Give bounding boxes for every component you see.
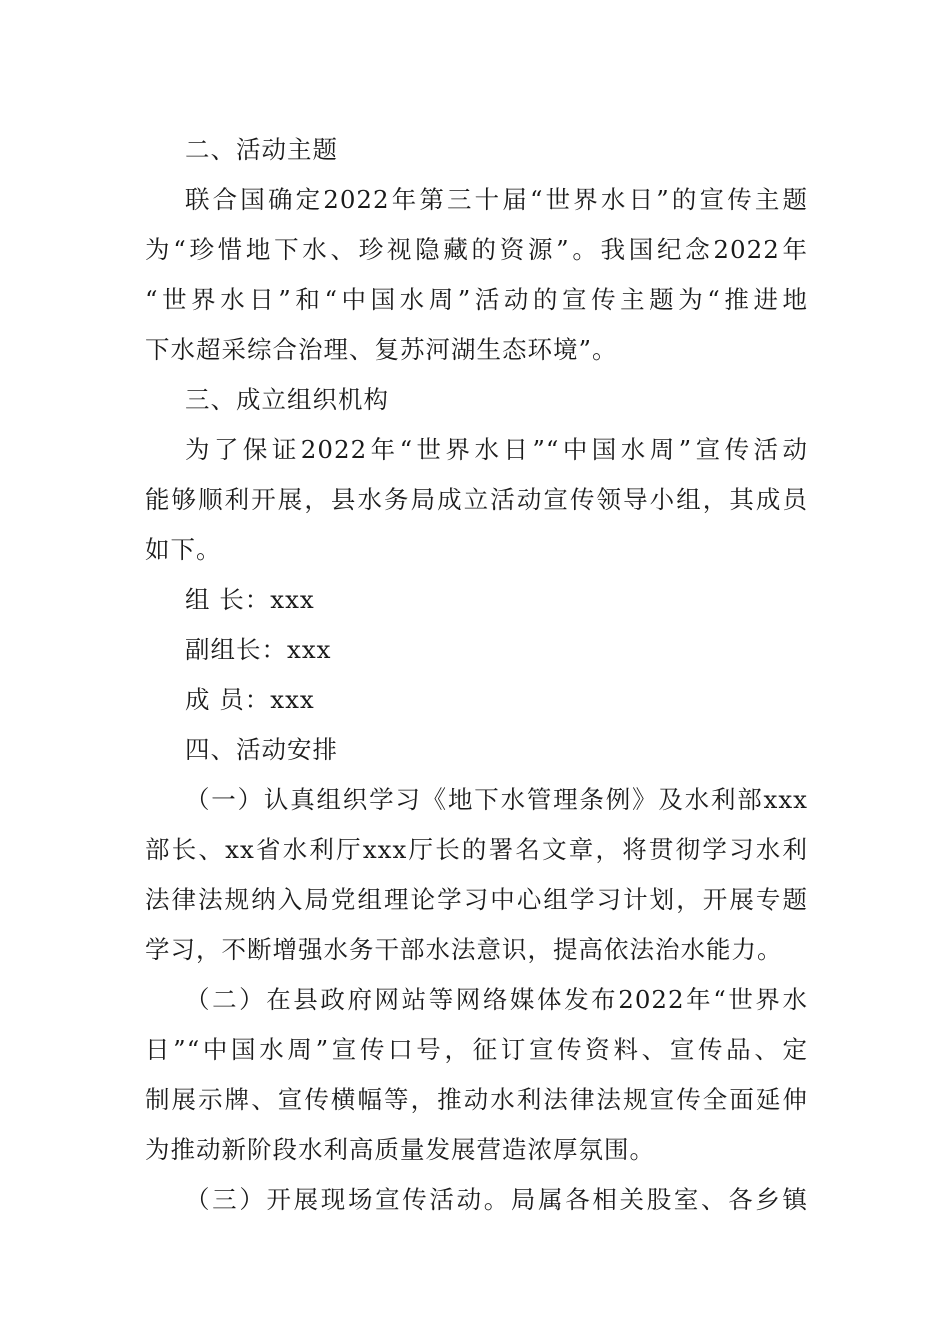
- paragraph-line: “世界水日”和“中国水周”活动的宣传主题为“推进地: [145, 285, 808, 314]
- section-heading: 二、活动主题: [185, 135, 338, 164]
- paragraph-line: 联合国确定2022年第三十届“世界水日”的宣传主题: [185, 185, 808, 214]
- paragraph-line: 日”“中国水周”宣传口号，征订宣传资料、宣传品、定: [145, 1035, 808, 1064]
- paragraph-line: （三）开展现场宣传活动。局属各相关股室、各乡镇: [185, 1185, 808, 1214]
- member-deputy: 副组长：xxx: [185, 635, 332, 664]
- paragraph-line: 为了保证2022年“世界水日”“中国水周”宣传活动: [185, 435, 808, 464]
- paragraph-line: 如下。: [145, 535, 222, 564]
- paragraph-line: 为“珍惜地下水、珍视隐藏的资源”。我国纪念2022年: [145, 235, 808, 264]
- paragraph-line: 为推动新阶段水利高质量发展营造浓厚氛围。: [145, 1135, 655, 1164]
- member-leader: 组 长：xxx: [185, 585, 315, 614]
- paragraph-line: 部长、xx省水利厅xxx厅长的署名文章，将贯彻学习水利: [145, 835, 808, 864]
- paragraph-line: 能够顺利开展，县水务局成立活动宣传领导小组，其成员: [145, 485, 808, 514]
- member-members: 成 员：xxx: [185, 685, 315, 714]
- section-heading: 四、活动安排: [185, 735, 338, 764]
- paragraph-line: （一）认真组织学习《地下水管理条例》及水利部xxx: [185, 785, 808, 814]
- paragraph-line: 下水超采综合治理、复苏河湖生态环境”。: [145, 335, 618, 364]
- paragraph-line: 学习，不断增强水务干部水法意识，提高依法治水能力。: [145, 935, 783, 964]
- paragraph-line: 制展示牌、宣传横幅等，推动水利法律法规宣传全面延伸: [145, 1085, 808, 1114]
- paragraph-line: （二）在县政府网站等网络媒体发布2022年“世界水: [185, 985, 808, 1014]
- paragraph-line: 法律法规纳入局党组理论学习中心组学习计划，开展专题: [145, 885, 808, 914]
- section-heading: 三、成立组织机构: [185, 385, 389, 414]
